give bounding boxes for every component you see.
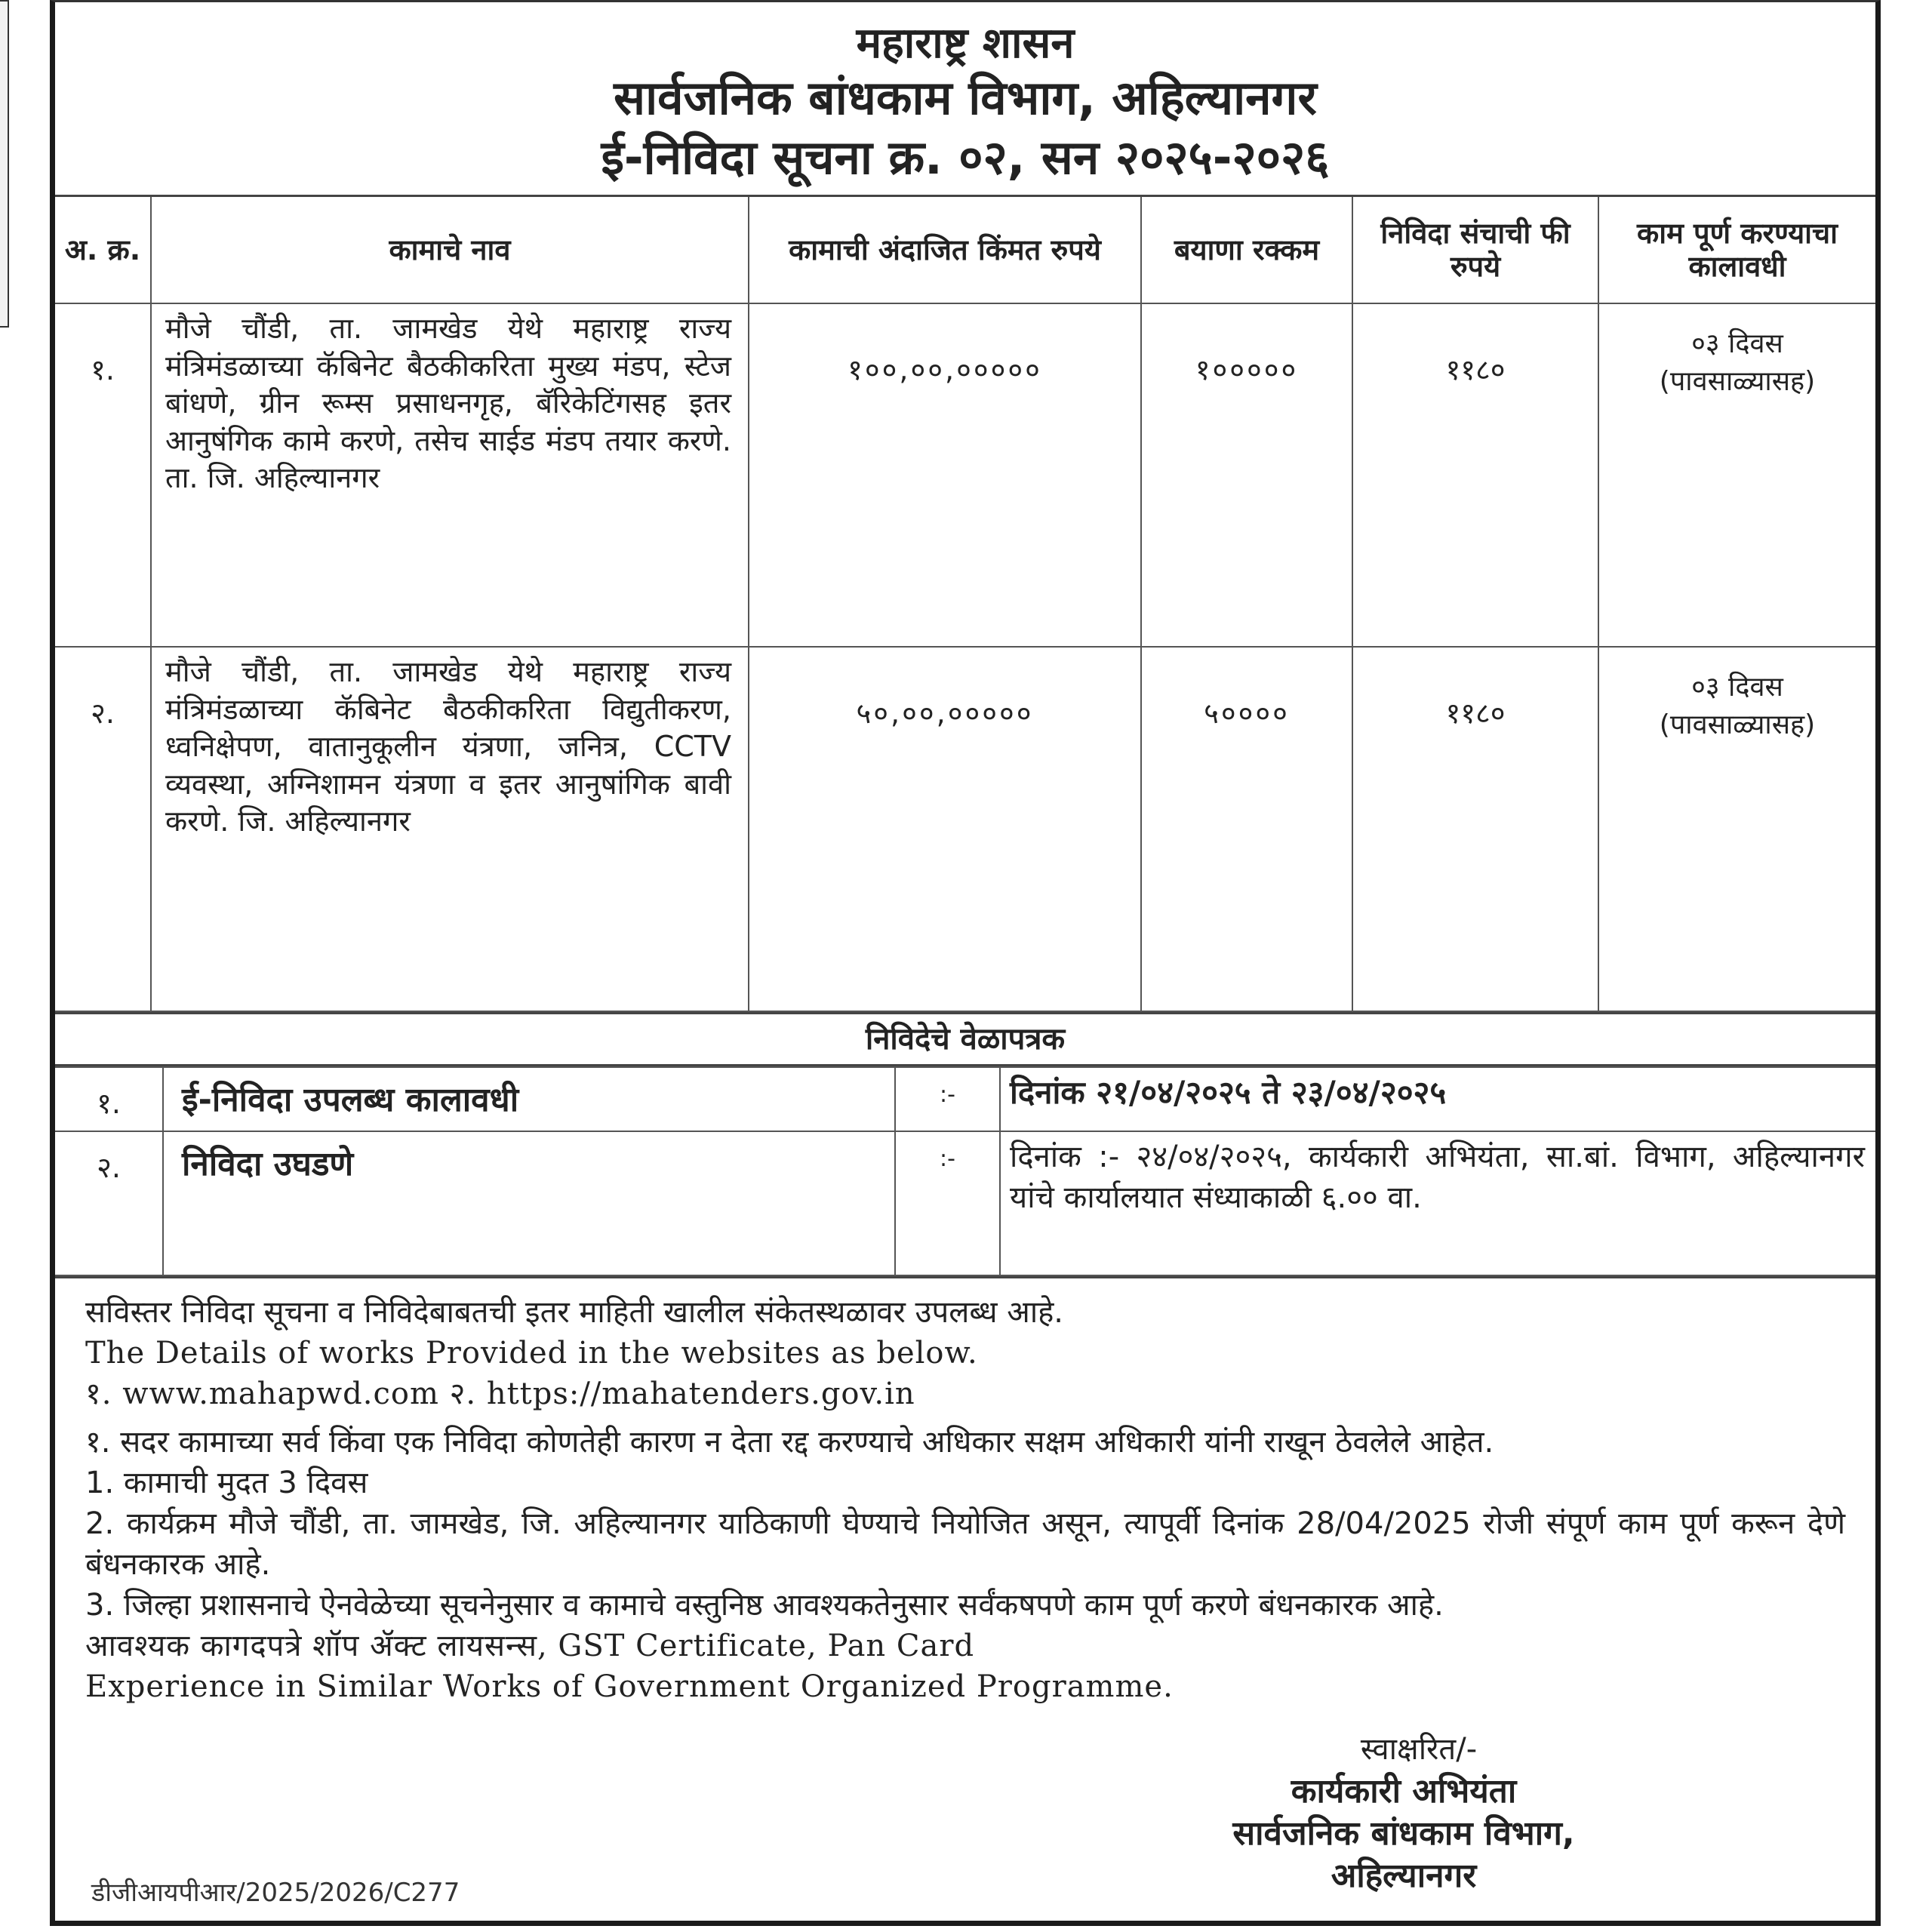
row-serial: १. [55,303,151,647]
signed-mark: स्वाक्षरित/- [1360,1732,1478,1767]
notice-header [55,2,1875,197]
schedule-serial: २. [55,1131,163,1275]
adjacent-clipping-edge [0,0,9,328]
schedule-separator: :- [895,1131,1000,1275]
col-header-estimated-cost: कामाची अंदाजित किंमत रुपये [749,197,1141,303]
experience-requirement: Experience in Similar Works of Government Organized Programme. [85,1669,1174,1704]
works-table [55,197,1875,1012]
condition-point: 3. जिल्हा प्रशासनाचे ऐनवेळेच्या सूचनेनुसार व कामाचे वस्तुनिष्ठ आवश्यकतेनुसार सर्वंकषपणे काम पूर्ण करणे बंधनकारक आहे. [85,1588,1444,1623]
col-header-serial: अ. क्र. [55,197,151,303]
table-row [55,303,1875,647]
schedule-label: ई-निविदा उपलब्ध कालावधी [163,1067,895,1131]
schedule-value: दिनांक २१/०४/२०२५ ते २३/०४/२०२५ [1000,1067,1875,1131]
signatory-city: अहिल्यानगर [1331,1857,1477,1895]
notice-details [55,1276,1875,1707]
row-completion-period [1598,647,1875,1011]
row-tender-fee: ११८० [1352,303,1598,647]
schedule-title: निविदेचे वेळापत्रक [55,1012,1875,1066]
row-earnest-money: ५०००० [1141,647,1352,1011]
tender-notice [50,0,1881,1926]
row-completion-period [1598,303,1875,647]
works-table-header [55,197,1875,303]
condition-point: 1. कामाची मुदत 3 दिवस [85,1466,368,1500]
col-header-work-name: कामाचे नाव [151,197,749,303]
col-header-tender-fee: निविदा संचाची फी रुपये [1352,197,1598,303]
details-intro-english: The Details of works Provided in the websites as below. [85,1336,978,1371]
schedule-row [55,1067,1875,1131]
schedule-label: निविदा उघडणे [163,1131,895,1275]
schedule-serial: १. [55,1067,163,1131]
reservation-clause: १. सदर कामाच्या सर्व किंवा एक निविदा कोणतेही कारण न देता रद्द करण्याचे अधिकार सक्षम अधिकारी यांनी राखून ठेवलेले आहेत. [85,1425,1494,1460]
department-name: सार्वजनिक बांधकाम विभाग, अहिल्यानगर [614,70,1317,125]
row-work-name: मौजे चौंडी, ता. जामखेड येथे महाराष्ट्र राज्य मंत्रिमंडळाच्या कॅबिनेट बैठकीकरिता विद्युतीकरण, ध्वनिक्षेपण, वातानुकूलीन यंत्रणा, जनित्र, CCTV व्यवस्था, अग्निशामन यंत्रणा व इतर आनुषांगिक बावी करणे. जि. अहिल्यानगर [151,647,749,1011]
duration-value: ०३ दिवस [1691,328,1783,359]
schedule-value: दिनांक :- २४/०४/२०२५, कार्यकारी अभियंता, सा.बां. विभाग, अहिल्यानगर यांचे कार्यालयात संध्याकाळी ६.०० वा. [1000,1131,1875,1275]
schedule-separator: :- [895,1067,1000,1131]
col-header-completion-period: काम पूर्ण करण्याचा कालावधी [1598,197,1875,303]
schedule-row [55,1131,1875,1275]
signature-block [1079,1728,1728,1897]
government-name: महाराष्ट्र शासन [856,19,1075,68]
duration-note: (पावसाळ्यासह) [1659,709,1816,740]
required-documents: आवश्यक कागदपत्रे शॉप ॲक्ट लायसन्स, GST Certificate, Pan Card [85,1629,975,1663]
details-intro-marathi: सविस्तर निविदा सूचना व निविदेबाबतची इतर माहिती खालील संकेतस्थळावर उपलब्ध आहे. [85,1295,1064,1330]
signatory-designation: कार्यकारी अभियंता [1291,1772,1517,1810]
row-serial: २. [55,647,151,1011]
reference-code: डीजीआयपीआर/2025/2026/C277 [91,1878,460,1908]
signatory-department: सार्वजनिक बांधकाम विभाग, [1232,1814,1575,1853]
col-header-earnest-money: बयाणा रक्कम [1141,197,1352,303]
row-tender-fee: ११८० [1352,647,1598,1011]
notice-title: ई-निविदा सूचना क्र. ०२, सन २०२५-२०२६ [601,130,1330,185]
schedule-table [55,1066,1875,1276]
duration-value: ०३ दिवस [1691,672,1783,703]
row-work-name: मौजे चौंडी, ता. जामखेड येथे महाराष्ट्र राज्य मंत्रिमंडळाच्या कॅबिनेट बैठकीकरिता मुख्य मंडप, स्टेज बांधणे, ग्रीन रूम्स प्रसाधनगृह, बॅरिकेटिंगसह इतर आनुषंगिक कामे करणे, तसेच साईड मंडप तयार करणे. ता. जि. अहिल्यानगर [151,303,749,647]
table-row [55,647,1875,1011]
row-earnest-money: १००००० [1141,303,1352,647]
website-links[interactable]: १. www.mahapwd.com २. https://mahatenders.gov.in [85,1377,915,1411]
row-estimated-cost: ५०,००,००००० [749,647,1141,1011]
duration-note: (पावसाळ्यासह) [1659,366,1816,397]
row-estimated-cost: १००,००,००००० [749,303,1141,647]
condition-point: 2. कार्यक्रम मौजे चौंडी, ता. जामखेड, जि. अहिल्यानगर याठिकाणी घेण्याचे नियोजित असून, त्यापूर्वी दिनांक 28/04/2025 रोजी संपूर्ण काम पूर्ण करून देणे बंधनकारक आहे. [85,1506,1845,1582]
